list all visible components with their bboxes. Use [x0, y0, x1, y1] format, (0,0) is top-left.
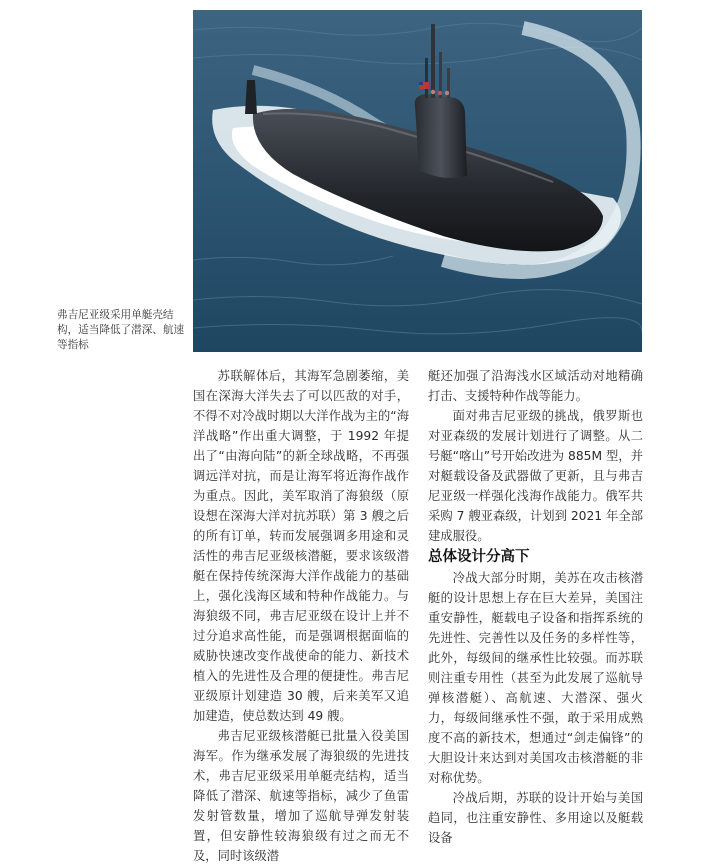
paragraph: 苏联解体后，其海军急剧萎缩，美国在深海大洋失去了可以匹敌的对手，不得不对冷战时期以大洋作战为主的“海洋战略”作出重大调整，于 1992 年提出了“由海向陆”的新全球战略，不再强调远洋对抗，而是让海军将近海作战作为重点。因此，美军取消了海狼级（原设想在深海大洋对抗苏联）第 3 艘之后的所有订单，转而发展强调多用途和灵活性的弗吉尼亚级核潜艇，要求该级潜艇在保持传统深海大洋作战能力的基础上，强化浅海区域和特种作战能力。与海狼级不同，弗吉尼亚级在设计上并不过分追求高性能，而是强调根据面临的威胁快速改变作战使命的能力、新技术植入的先进性及合理的便捷性。弗吉尼亚级原计划建造 30 艘，后来美军又追加建造，使总数达到 49 艘。 — [193, 369, 409, 723]
submarine-photo — [193, 10, 642, 352]
paragraph: 弗吉尼亚级核潜艇已批量入役美国海军。作为继承发展了海狼级的先进技术，弗吉尼亚级采用单艇壳结构，适当降低了潜深、航速等指标，减少了鱼雷发射管数量，增加了巡航导弹发射装置，但安静性较海狼级有过之而无不及，同时该级潜 — [193, 729, 409, 863]
photo-caption: 弗吉尼亚级采用单艇壳结构，适当降低了潜深、航速等指标 — [57, 309, 185, 351]
paragraph: 面对弗吉尼亚级的挑战，俄罗斯也对亚森级的发展计划进行了调整。从二号艇“喀山”号开始改进为 885M 型，并对艇载设备及武器做了更新，且与弗吉尼亚级一样强化浅海作战能力。俄军共采购 7 艘亚森级，计划到 2021 年全部建成服役。 — [428, 409, 643, 543]
section-heading: 总体设计分高下 — [428, 549, 530, 565]
article-column-left — [193, 366, 409, 866]
article-column-right — [428, 366, 643, 848]
paragraph: 冷战大部分时期，美苏在攻击核潜艇的设计思想上存在巨大差异，美国注重安静性，艇载电子设备和指挥系统的先进性、完善性以及任务的多样性等，此外，每级间的继承性比较强。而苏联则注重专用性（甚至为此发展了巡航导弹核潜艇）、高航速、大潜深、强火力，每级间继承性不强，敢于采用成熟度不高的新技术，想通过“剑走偏锋”的大胆设计来达到对美国攻击核潜艇的非对称优势。 — [428, 571, 643, 785]
paragraph-continuation: 艇还加强了沿海浅水区域活动对地精确打击、支援特种作战等能力。 — [428, 369, 643, 403]
paragraph: 冷战后期，苏联的设计开始与美国趋同，也注重安静性、多用途以及艇载设备 — [428, 791, 643, 845]
